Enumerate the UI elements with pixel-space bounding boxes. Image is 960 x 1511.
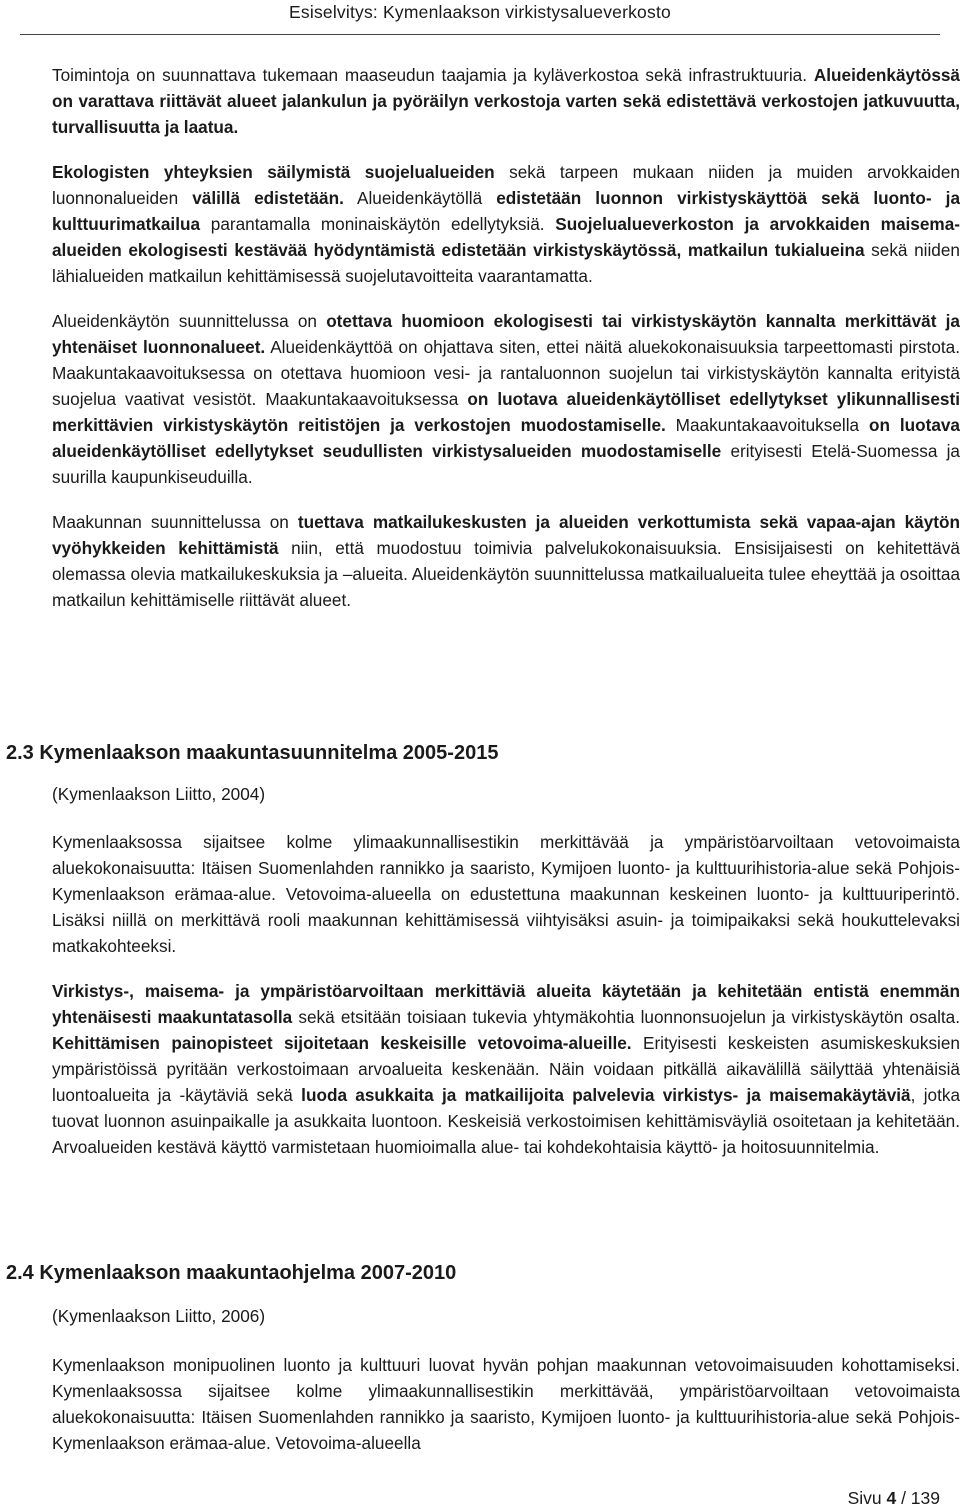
text-run: Maakunnan suunnittelussa on (52, 512, 298, 532)
bold-text-run: Ekologisten yhteyksien säilymistä suojelualueiden (52, 162, 495, 182)
text-run: parantamalla moninaiskäytön edellytyksiä. (200, 214, 556, 234)
text-run: niin, että muodostuu toimivia palvelukokonaisuuksia. Ensisijaisesti on kehitettävä olemassa olevia matkailukeskuksia ja –alueita. Alueidenkäytön suunnittelussa matkailualueita tulee eheyttää ja osoittaa matkailun kehittämiselle riittävät alueet. (52, 538, 960, 610)
bold-text-run: on luotava alueidenkäytölliset edellytykset ylikunnallisesti merkittävien virkistyskäytön reitistöjen ja verkostojen muodostamiselle. (52, 389, 960, 435)
text-run: Kymenlaakson monipuolinen luonto ja kulttuuri luovat hyvän pohjan maakunnan vetovoimaisuuden kohottamiseksi. Kymenlaaksossa sijaitsee kolme ylimaakunnallisestikin merkittävää, ympäristöarvoiltaan vetovoimaista aluekokonaisuutta: Itäisen Suomenlahden rannikko ja saaristo, Kymijoen luonto- ja kulttuurihistoria-alue sekä Pohjois-Kymenlaakson erämaa-alue. Vetovoima-alueella (52, 1355, 960, 1453)
text-run: Alueidenkäyttöä on ohjattava siten, ettei näitä aluekokonaisuuksia tarpeettomasti pirstota. Maakuntakaavoituksessa on otettava huomioon vesi- ja rantaluonnon suojelun tai virkistyskäytön kannalta erityistä suojelua vaativat vesistöt. Maakuntakaavoituksessa (52, 337, 960, 409)
text-run: erityisesti Etelä-Suomessa ja suurilla kaupunkiseuduilla. (52, 441, 960, 487)
paragraph (52, 308, 960, 490)
bold-text-run: Alueidenkäytössä on varattava riittävät alueet jalankulun ja pyöräilyn verkostoja varten sekä edistettävä verkostojen jatkuvuutta, turvallisuutta ja laatua. (52, 65, 960, 137)
section-heading: 2.3 Kymenlaakson maakuntasuunnitelma 2005-2015 (6, 742, 499, 764)
document-header (0, 2, 960, 23)
bold-text-run: luoda asukkaita ja matkailijoita palvelevia virkistys- ja maisemakäytäviä (301, 1085, 911, 1105)
page-total: / 139 (896, 1488, 940, 1508)
paragraph (52, 509, 960, 613)
header-divider (20, 34, 940, 35)
text-run: Maakuntakaavoituksella (665, 415, 869, 435)
bold-text-run: otettava huomioon ekologisesti tai virkistyskäytön kannalta merkittävät ja yhtenäiset luonnonalueet. (52, 311, 960, 357)
text-run: , jotka tuovat luonnon asuinpaikalle ja asukkaita luontoon. Keskeisiä verkostoimisen kehittämisväyliä osoitetaan ja kehitetään. Arvoalueiden kestävä käyttö varmistetaan huomioimalla alue- tai kohdekohtaisia käyttö- ja hoitosuunnitelmia. (52, 1085, 960, 1157)
bold-text-run: edistetään luonnon virkistyskäyttöä sekä luonto- ja kulttuurimatkailua (52, 188, 960, 234)
bold-text-run: tuettava matkailukeskusten ja alueiden verkottumista sekä vapaa-ajan käytön vyöhykkeiden kehittämistä (52, 512, 960, 558)
text-run: sekä tarpeen mukaan niiden ja muiden arvokkaiden luonnonalueiden (52, 162, 960, 208)
text-run: Alueidenkäytöllä (343, 188, 497, 208)
bold-text-run: Kehittämisen painopisteet sijoitetaan keskeisille vetovoima-alueille. (52, 1033, 632, 1053)
page-number: 4 (886, 1488, 897, 1508)
paragraph (52, 1352, 960, 1456)
paragraph (52, 159, 960, 289)
text-run: sekä etsitään toisiaan tukevia yhtymäkohtia luonnonsuojelun ja virkistyskäytön osalta. (292, 1007, 960, 1027)
section-body (52, 829, 960, 1160)
main-content (52, 62, 960, 613)
bold-text-run: on luotava alueidenkäytölliset edellytykset seudullisten virkistysalueiden muodostamiselle (52, 415, 960, 461)
paragraph (52, 829, 960, 959)
section-source: (Kymenlaakson Liitto, 2004) (52, 784, 266, 804)
page-footer (848, 1488, 940, 1509)
bold-text-run: välillä edistetään. (192, 188, 344, 208)
text-run: sekä niiden lähialueiden matkailun kehittämisessä suojelutavoitteita vaarantamatta. (52, 240, 960, 286)
text-run: Alueidenkäytön suunnittelussa on (52, 311, 327, 331)
bold-text-run: Virkistys-, maisema- ja ympäristöarvoiltaan merkittäviä alueita käytetään ja kehitetään entistä enemmän yhtenäisesti maakuntatasolla (52, 981, 960, 1027)
section-body (52, 1352, 960, 1456)
section-heading: 2.4 Kymenlaakson maakuntaohjelma 2007-2010 (6, 1262, 457, 1284)
bold-text-run: Suojelualueverkoston ja arvokkaiden maisema-alueiden ekologisesti kestävää hyödyntämistä edistetään virkistyskäytössä, matkailun tukialueina (52, 214, 960, 260)
page-label: Sivu (847, 1488, 887, 1508)
paragraph (52, 978, 960, 1160)
paragraph (52, 62, 960, 140)
text-run: Kymenlaaksossa sijaitsee kolme ylimaakunnallisestikin merkittävää ja ympäristöarvoiltaan vetovoimaista aluekokonaisuutta: Itäisen Suomenlahden rannikko ja saaristo, Kymijoen luonto- ja kulttuurihistoria-alue sekä Pohjois-Kymenlaakson erämaa-alue. Vetovoima-alueella on edustettuna maakunnan keskeinen luonto- ja kulttuuriperintö. Lisäksi niillä on merkittävä rooli maakunnan kehittämisessä viihtyisäksi asuin- ja toimipaikaksi sekä houkuttelevaksi matkakohteeksi. (52, 832, 960, 956)
document-title: Esiselvitys: Kymenlaakson virkistysalueverkosto (289, 2, 671, 22)
text-run: Toimintoja on suunnattava tukemaan maaseudun taajamia ja kyläverkostoa sekä infrastruktuuria. (52, 65, 814, 85)
text-run: Erityisesti keskeisten asumiskeskuksien ympäristöissä pyritään verkostoimaan arvoalueita keskenään. Näin voidaan pitkällä aikavälillä säilyttää yhtenäisiä luontoalueita ja -käytäviä sekä (52, 1033, 960, 1105)
section-source: (Kymenlaakson Liitto, 2006) (52, 1306, 266, 1326)
